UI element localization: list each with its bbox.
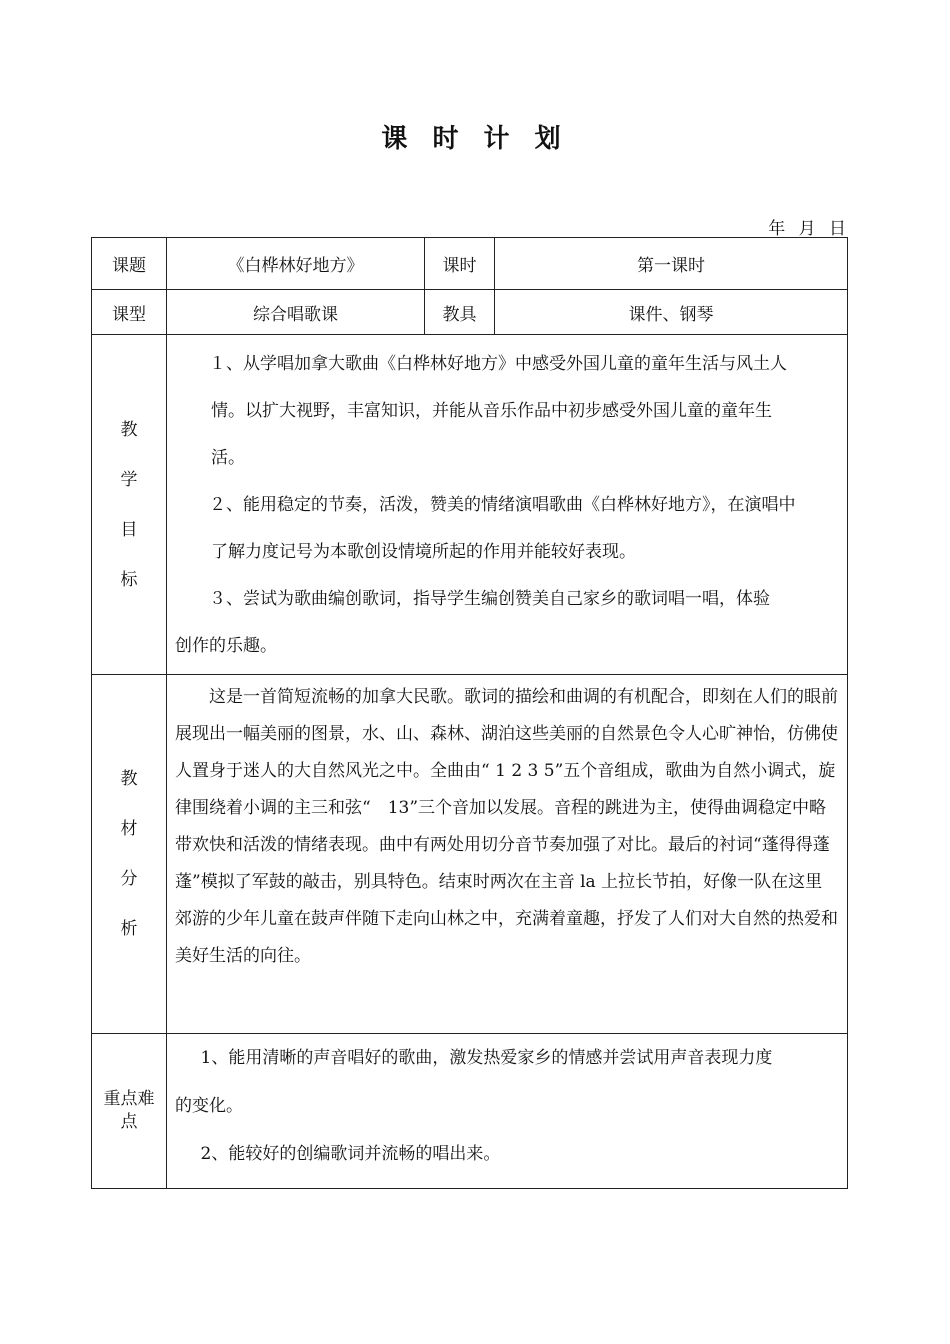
goals-label-char: 学 xyxy=(120,469,138,490)
goal-1-line-3: 活。 xyxy=(211,448,245,468)
type-value: 综合唱歌课 xyxy=(167,290,425,335)
page-title: 课 时 计 划 xyxy=(381,124,569,154)
table-row xyxy=(92,335,848,675)
tools-value: 课件、钢琴 xyxy=(495,290,848,335)
key-points-label xyxy=(92,1034,167,1189)
analysis-label xyxy=(92,675,167,1034)
goal-3-line-2: 创作的乐趣。 xyxy=(175,636,277,656)
type-label: 课型 xyxy=(92,290,167,335)
date-line: 年 月 日 xyxy=(768,219,850,239)
analysis-label-char: 教 xyxy=(120,769,138,789)
lesson-plan-table xyxy=(91,237,848,1189)
goal-2-line-1: ２、能用稳定的节奏，活泼，赞美的情绪演唱歌曲《白桦林好地方》，在演唱中 xyxy=(209,495,796,515)
goals-label-char: 教 xyxy=(120,419,138,440)
goals-label xyxy=(92,335,167,675)
analysis-label-char: 材 xyxy=(120,819,138,839)
period-value: 第一课时 xyxy=(495,238,848,290)
period-label: 课时 xyxy=(425,238,495,290)
table-row xyxy=(92,1034,848,1189)
key-points-content xyxy=(167,1034,848,1189)
analysis-label-char: 析 xyxy=(120,919,138,939)
goals-content xyxy=(167,335,848,675)
key-point-2: 2、能较好的创编歌词并流畅的唱出来。 xyxy=(200,1144,501,1164)
goal-3-line-1: ３、尝试为歌曲编创歌词，指导学生编创赞美自己家乡的歌词唱一唱，体验 xyxy=(209,589,770,609)
tools-label: 教具 xyxy=(425,290,495,335)
key-point-1-line-1: 1、能用清晰的声音唱好的歌曲，激发热爱家乡的情感并尝试用声音表现力度 xyxy=(200,1048,773,1068)
goal-1-line-2: 情。以扩大视野，丰富知识，并能从音乐作品中初步感受外国儿童的童年生 xyxy=(211,401,772,421)
analysis-label-char: 分 xyxy=(120,869,138,889)
goal-2-line-2: 了解力度记号为本歌创设情境所起的作用并能较好表现。 xyxy=(211,542,636,562)
table-row xyxy=(92,290,848,335)
key-point-1-line-2: 的变化。 xyxy=(175,1096,243,1116)
analysis-text: 这是一首简短流畅的加拿大民歌。歌词的描绘和曲调的有机配合，即刻在人们的眼前展现出一幅美丽的图景，水、山、森林、湖泊这些美丽的自然景色令人心旷神怡，仿佛使人置身于迷人的大自然风光之中。全曲由“ 1 2 3 5”五个音组成，歌曲为自然小调式，旋律围绕着小调的主三和弦“ 13”三个音加以发展。音程的跳进为主，使得曲调稳定中略带欢快和活泼的情绪表现。曲中有两处用切分音节奏加强了对比。最后的衬词“蓬得得蓬蓬”模拟了军鼓的敲击，别具特色。结束时两次在主音 la 上拉长节拍，好像一队在这里郊游的少年儿童在鼓声伴随下走向山林之中，充满着童趣，抒发了人们对大自然的热爱和美好生活的向往。 xyxy=(167,675,848,1034)
table-row xyxy=(92,238,848,290)
topic-value: 《白桦林好地方》 xyxy=(167,238,425,290)
goals-label-char: 目 xyxy=(120,519,138,540)
topic-label: 课题 xyxy=(92,238,167,290)
key-points-label-line: 重点难 xyxy=(103,1089,155,1109)
key-points-label-line: 点 xyxy=(120,1112,138,1132)
goal-1-line-1: １、从学唱加拿大歌曲《白桦林好地方》中感受外国儿童的童年生活与风土人 xyxy=(209,354,787,374)
table-row xyxy=(92,675,848,1034)
goals-label-char: 标 xyxy=(120,569,138,590)
